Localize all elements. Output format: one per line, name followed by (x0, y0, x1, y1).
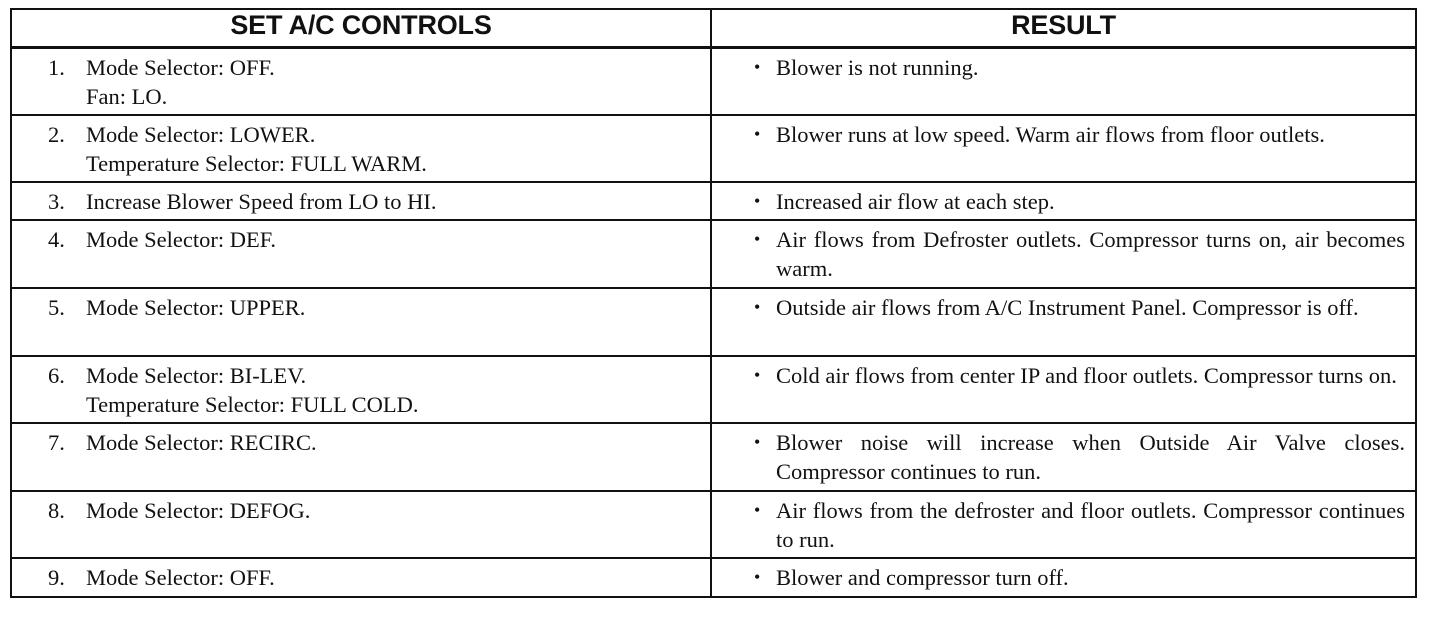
table-row (11, 491, 1416, 558)
bullet-icon: • (754, 365, 761, 385)
controls-cell (11, 356, 711, 423)
bullet-icon: • (754, 124, 761, 144)
table-row (11, 356, 1416, 423)
bullet-icon: • (754, 229, 761, 249)
result-text: Blower and compressor turn off. (776, 565, 1069, 590)
result-text: Blower noise will increase when Outside Air Valve closes. Compressor continues to run. (776, 430, 1405, 484)
table-row (11, 182, 1416, 220)
control-line: Mode Selector: RECIRC. (86, 430, 317, 455)
controls-cell (11, 182, 711, 220)
control-line: Fan: LO. (86, 84, 168, 109)
control-line: Mode Selector: LOWER. (86, 122, 316, 147)
controls-cell (11, 220, 711, 288)
controls-cell (11, 115, 711, 182)
ac-controls-table (10, 8, 1417, 598)
result-text: Increased air flow at each step. (776, 189, 1055, 214)
step-number: 9. (48, 565, 65, 590)
result-cell (711, 423, 1416, 491)
table-row (11, 220, 1416, 288)
result-cell (711, 115, 1416, 182)
result-text: Cold air flows from center IP and floor outlets. Compressor turns on. (776, 363, 1397, 388)
table-row (11, 115, 1416, 182)
control-line: Mode Selector: DEFOG. (86, 498, 311, 523)
result-cell (711, 491, 1416, 558)
step-number: 8. (48, 498, 65, 523)
result-text: Air flows from Defroster outlets. Compressor turns on, air becomes warm. (776, 227, 1405, 281)
bullet-icon: • (754, 567, 761, 587)
control-line: Mode Selector: OFF. (86, 55, 275, 80)
result-cell (711, 220, 1416, 288)
control-line: Mode Selector: BI-LEV. (86, 363, 307, 388)
result-cell (711, 48, 1416, 116)
header-set-ac-controls: SET A/C CONTROLS (11, 9, 711, 48)
controls-cell (11, 48, 711, 116)
result-text: Air flows from the defroster and floor outlets. Compressor continues to run. (776, 498, 1405, 552)
step-number: 5. (48, 295, 65, 320)
bullet-icon: • (754, 57, 761, 77)
result-text: Outside air flows from A/C Instrument Panel. Compressor is off. (776, 295, 1359, 320)
controls-cell (11, 423, 711, 491)
table-row (11, 423, 1416, 491)
control-line: Mode Selector: UPPER. (86, 295, 306, 320)
result-cell (711, 182, 1416, 220)
step-number: 1. (48, 55, 65, 80)
controls-cell (11, 491, 711, 558)
result-cell (711, 288, 1416, 356)
header-row (11, 9, 1416, 48)
step-number: 2. (48, 122, 65, 147)
step-number: 6. (48, 363, 65, 388)
step-number: 7. (48, 430, 65, 455)
bullet-icon: • (754, 500, 761, 520)
result-text: Blower runs at low speed. Warm air flows from floor outlets. (776, 122, 1325, 147)
control-line: Mode Selector: DEF. (86, 227, 277, 252)
control-line: Increase Blower Speed from LO to HI. (86, 189, 437, 214)
step-number: 4. (48, 227, 65, 252)
table-row (11, 288, 1416, 356)
result-text: Blower is not running. (776, 55, 979, 80)
table-row (11, 48, 1416, 116)
controls-cell (11, 558, 711, 597)
step-number: 3. (48, 189, 65, 214)
bullet-icon: • (754, 297, 761, 317)
bullet-icon: • (754, 432, 761, 452)
bullet-icon: • (754, 191, 761, 211)
controls-cell (11, 288, 711, 356)
control-line: Mode Selector: OFF. (86, 565, 275, 590)
ac-test-procedure (10, 8, 1415, 598)
table-row (11, 558, 1416, 597)
result-cell (711, 356, 1416, 423)
result-cell (711, 558, 1416, 597)
header-result: RESULT (711, 9, 1416, 48)
control-line: Temperature Selector: FULL COLD. (86, 392, 419, 417)
control-line: Temperature Selector: FULL WARM. (86, 151, 427, 176)
